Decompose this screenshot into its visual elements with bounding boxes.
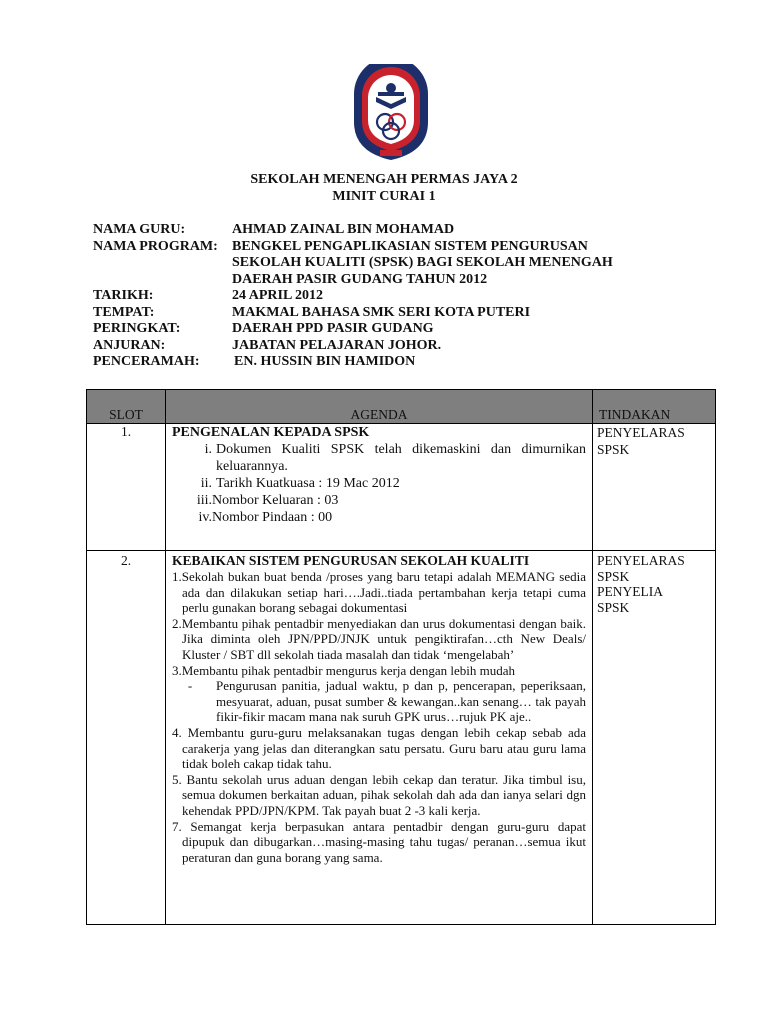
item-number: ii.	[200, 476, 212, 491]
item-text: Tarikh Kuatkuasa : 19 Mac 2012	[216, 476, 400, 491]
program-line-2: SEKOLAH KUALITI (SPSK) BAGI SEKOLAH MENENGAH	[232, 255, 613, 270]
tempat-value: MAKMAL BAHASA SMK SERI KOTA PUTERI	[232, 304, 531, 320]
item-text: Nombor Pindaan : 00	[212, 510, 333, 525]
list-item	[172, 475, 586, 492]
tindakan-line: SPSK	[597, 568, 630, 584]
list-item	[172, 509, 586, 526]
tempat-label: TEMPAT:	[93, 304, 155, 320]
item-text: Nombor Keluaran : 03	[212, 493, 339, 508]
school-crest-icon	[348, 64, 434, 162]
item-text: Dokumen Kualiti SPSK telah dikemaskini dan dimurnikan keluarannya.	[216, 442, 586, 474]
program-label: NAMA PROGRAM:	[93, 238, 218, 254]
table-row	[87, 424, 716, 551]
item-number: i.	[204, 442, 212, 457]
tindakan-line: SPSK	[597, 442, 630, 457]
agenda-cell	[166, 551, 593, 925]
table-row	[87, 551, 716, 925]
slot-header: SLOT	[87, 390, 166, 424]
tindakan-line: PENYELARAS	[597, 553, 685, 568]
peringkat-label: PERINGKAT:	[93, 321, 181, 336]
list-item	[172, 492, 586, 509]
tindakan-cell	[593, 551, 716, 925]
paragraph: 7. Semangat kerja berpasukan antara pentadbir dengan guru-guru dapat dipupuk dan dibugarkan…masing-masing tahu tugas/ peranan…semua ikut peraturan dan guna borang yang sama.	[172, 818, 586, 865]
tindakan-line: SPSK	[597, 599, 630, 615]
agenda-header: AGENDA	[166, 390, 593, 424]
paragraph: 5. Bantu sekolah urus aduan dengan lebih cekap dan teratur. Jika timbul isu, semua dokumen berkaitan aduan, pihak sekolah dah ada dan ianya selari dgn kehendak PPD/JPN/KPM. Tak payah buat 2 -3 kali kerja.	[172, 771, 586, 818]
section-title: PENGENALAN KEPADA SPSK	[172, 425, 370, 440]
penceramah-value: EN. HUSSIN BIN HAMIDON	[234, 354, 416, 369]
item-list	[172, 441, 586, 526]
paragraph: 2.Membantu pihak pentadbir menyediakan dan urus dokumentasi dengan baik. Jika diminta oleh JPN/PPD/JNJK untuk pengiktirafan…cth New Deals/ Kluster / SBT dll sekolah tiada masalah dan tidak ‘mengelabah’	[172, 615, 586, 662]
school-title: SEKOLAH MENENGAH PERMAS JAYA 2	[250, 172, 518, 187]
item-number: iv.	[198, 510, 212, 525]
dash-bullet: -	[187, 678, 193, 694]
school-logo	[348, 64, 434, 162]
program-line-1: BENGKEL PENGAPLIKASIAN SISTEM PENGURUSAN	[232, 238, 588, 254]
tarikh-value: 24 APRIL 2012	[232, 288, 324, 303]
tindakan-line: PENYELIA	[597, 584, 663, 599]
guru-value: AHMAD ZAINAL BIN MOHAMAD	[232, 222, 455, 237]
guru-label: NAMA GURU:	[93, 222, 186, 237]
list-item	[172, 441, 586, 475]
peringkat-value: DAERAH PPD PASIR GUDANG	[232, 321, 434, 336]
tarikh-label: TARIKH:	[93, 288, 154, 303]
anjuran-label: ANJURAN:	[93, 337, 166, 353]
tindakan-cell	[593, 424, 716, 551]
agenda-cell	[166, 424, 593, 551]
table-header-row	[87, 390, 716, 424]
paragraph: 1.Sekolah bukan buat benda /proses yang baru tetapi adalah MEMANG sedia ada dan dilakukan setiap hari….Jadi..tiada pertambahan kerja tetapi cuma perlu gunakan borang sebagai dokumentasi	[172, 569, 586, 616]
paragraph: 3.Membantu pihak pentadbir mengurus kerja dengan lebih mudah	[172, 662, 515, 678]
program-line-3: DAERAH PASIR GUDANG TAHUN 2012	[232, 271, 488, 287]
sub-item-text: Pengurusan panitia, jadual waktu, p dan p, pencerapan, peperiksaan, mesyuarat, aduan, pusat sumber & kewangan..kan senang… tak payah fikir-fikir macam mana nak suruh GPK urus…rujuk PK aje..	[216, 678, 586, 725]
sub-item	[172, 678, 586, 725]
document-title: MINIT CURAI 1	[332, 189, 436, 204]
section-title: KEBAIKAN SISTEM PENGURUSAN SEKOLAH KUALITI	[172, 553, 530, 568]
anjuran-value: JABATAN PELAJARAN JOHOR.	[232, 337, 442, 353]
slot-cell: 2.	[87, 551, 166, 925]
item-number: iii.	[196, 493, 212, 508]
meta-block	[93, 222, 693, 372]
slot-cell: 1.	[87, 424, 166, 551]
paragraph: 4. Membantu guru-guru melaksanakan tugas dengan lebih cekap sebab ada carakerja yang jelas dan diterangkan satu persatu. Guru baru atau guru lama tidak boleh cakap tidak tahu.	[172, 724, 586, 772]
penceramah-label: PENCERAMAH:	[93, 354, 200, 369]
tindakan-line: PENYELARAS	[597, 425, 685, 440]
tindakan-header: TINDAKAN	[593, 390, 716, 424]
agenda-table	[86, 389, 716, 925]
